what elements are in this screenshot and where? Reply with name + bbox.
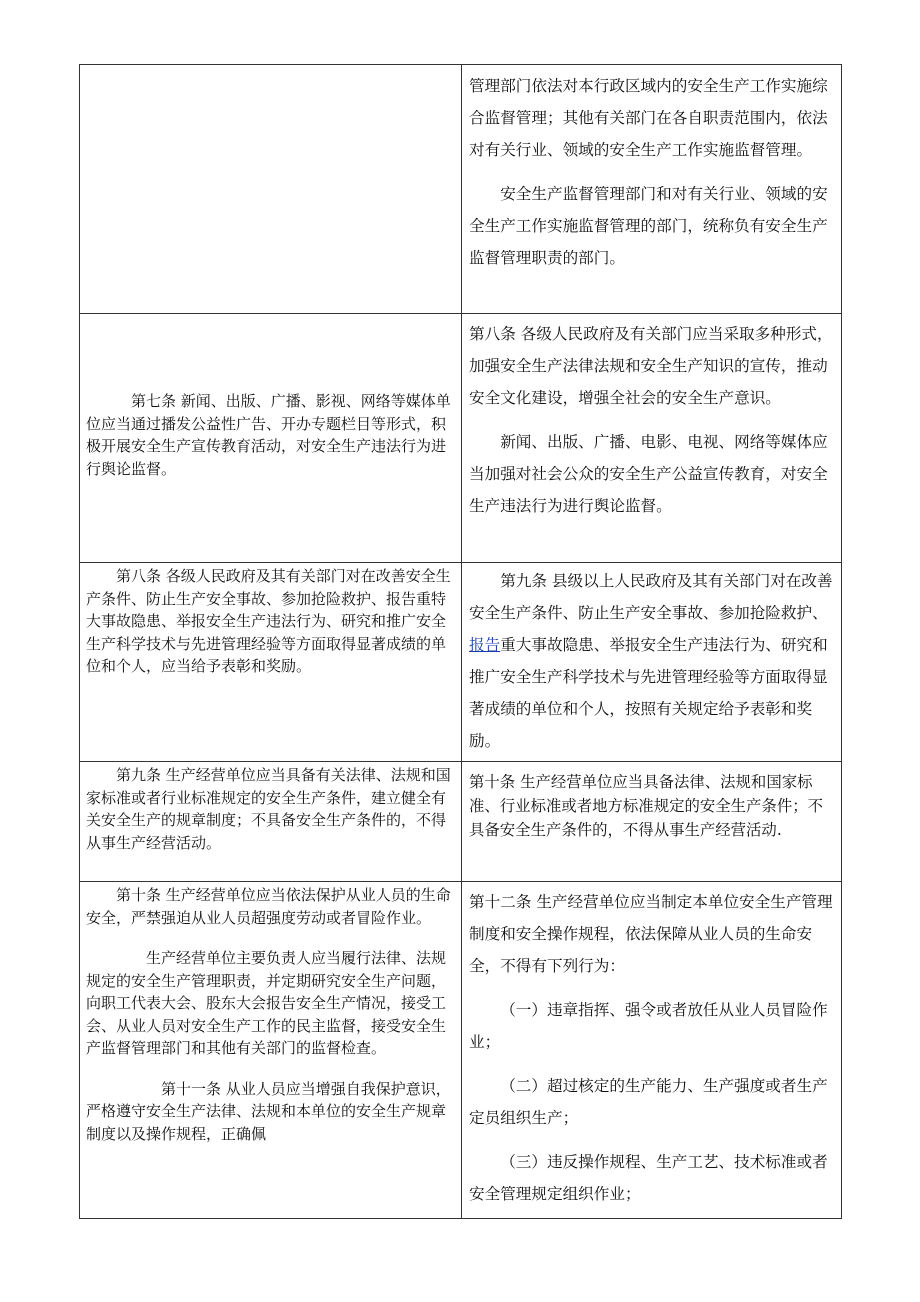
article-10-new: 第十条 生产经营单位应当具备法律、法规和国家标准、行业标准或者地方标准规定的安全生产条件；不具备安全生产条件的，不得从事生产经营活动.: [469, 773, 823, 839]
right-cell: [462, 762, 842, 882]
list-item: （三）违反操作规程、生产工艺、技术标准或者安全管理规定组织作业；: [469, 1153, 828, 1203]
right-cell: [462, 314, 842, 563]
left-cell: [80, 314, 462, 563]
paragraph: 生产经营单位主要负责人应当履行法律、法规规定的安全生产管理职责，并定期研究安全生产问题，向职工代表大会、股东大会报告安全生产情况，接受工会、从业人员对安全生产工作的民主监督，接受安全生产监督管理部门和其他有关部门的监督检查。: [86, 949, 447, 1057]
paragraph: 管理部门依法对本行政区域内的安全生产工作实施综合监督管理；其他有关部门在各自职责范围内，依法对有关行业、领域的安全生产工作实施监督管理。: [469, 77, 828, 159]
text-segment: 重大事故隐患、举报安全生产违法行为、研究和推广安全生产科学技术与先进管理经验等方面取得显著成绩的单位和个人，按照有关规定给予表彰和奖励。: [469, 636, 828, 750]
left-cell: [80, 65, 462, 314]
article-8-new: 第八条 各级人民政府及有关部门应当采取多种形式，加强安全生产法律法规和安全生产知识的宣传，推动安全文化建设，增强全社会的安全生产意识。: [469, 325, 833, 407]
table-row: [80, 314, 842, 563]
right-cell: [462, 563, 842, 762]
left-cell: [80, 762, 462, 882]
comparison-table: [79, 64, 842, 1219]
left-cell: [80, 882, 462, 1219]
paragraph: 安全生产监督管理部门和对有关行业、领域的安全生产工作实施监督管理的部门，统称负有安全生产监督管理职责的部门。: [469, 185, 828, 267]
left-cell: [80, 563, 462, 762]
list-item: （二）超过核定的生产能力、生产强度或者生产定员组织生产；: [469, 1077, 828, 1127]
article-12-new: 第十二条 生产经营单位应当制定本单位安全生产管理制度和安全操作规程，依法保障从业人员的生命安全，不得有下列行为：: [469, 893, 833, 975]
paragraph: 新闻、出版、广播、电影、电视、网络等媒体应当加强对社会公众的安全生产公益宣传教育，对安全生产违法行为进行舆论监督。: [469, 433, 828, 515]
article-11-old: 第十一条 从业人员应当增强自我保护意识，严格遵守安全生产法律、法规和本单位的安全生产规章制度以及操作规程，正确佩: [86, 1079, 451, 1143]
table-row: [80, 882, 842, 1219]
report-link[interactable]: 报告: [469, 636, 501, 654]
table-row: [80, 563, 842, 762]
text-segment: 第九条 县级以上人民政府及其有关部门对在改善安全生产条件、防止生产安全事故、参加抢险救护、: [469, 572, 833, 622]
article-10-old: 第十条 生产经营单位应当依法保护从业人员的生命安全，严禁强迫从业人员超强度劳动或者冒险作业。: [86, 886, 451, 927]
article-7-old: 第七条 新闻、出版、广播、影视、网络等媒体单位应当通过播发公益性广告、开办专题栏目等形式，积极开展安全生产宣传教育活动，对安全生产违法行为进行舆论监督。: [86, 392, 451, 478]
right-cell: [462, 65, 842, 314]
article-9-old: 第九条 生产经营单位应当具备有关法律、法规和国家标准或者行业标准规定的安全生产条件，建立健全有关安全生产的规章制度；不具备安全生产条件的，不得从事生产经营活动。: [86, 766, 451, 852]
list-item: （一）违章指挥、强令或者放任从业人员冒险作业；: [469, 1001, 828, 1051]
article-8-old: 第八条 各级人民政府及其有关部门对在改善安全生产条件、防止生产安全事故、参加抢险救护、报告重特大事故隐患、举报安全生产违法行为、研究和推广安全生产科学技术与先进管理经验等方面取得显著成绩的单位和个人，应当给予表彰和奖励。: [86, 567, 451, 675]
right-cell: [462, 882, 842, 1219]
article-9-new: [462, 565, 841, 757]
table-row: [80, 65, 842, 314]
table-row: [80, 762, 842, 882]
